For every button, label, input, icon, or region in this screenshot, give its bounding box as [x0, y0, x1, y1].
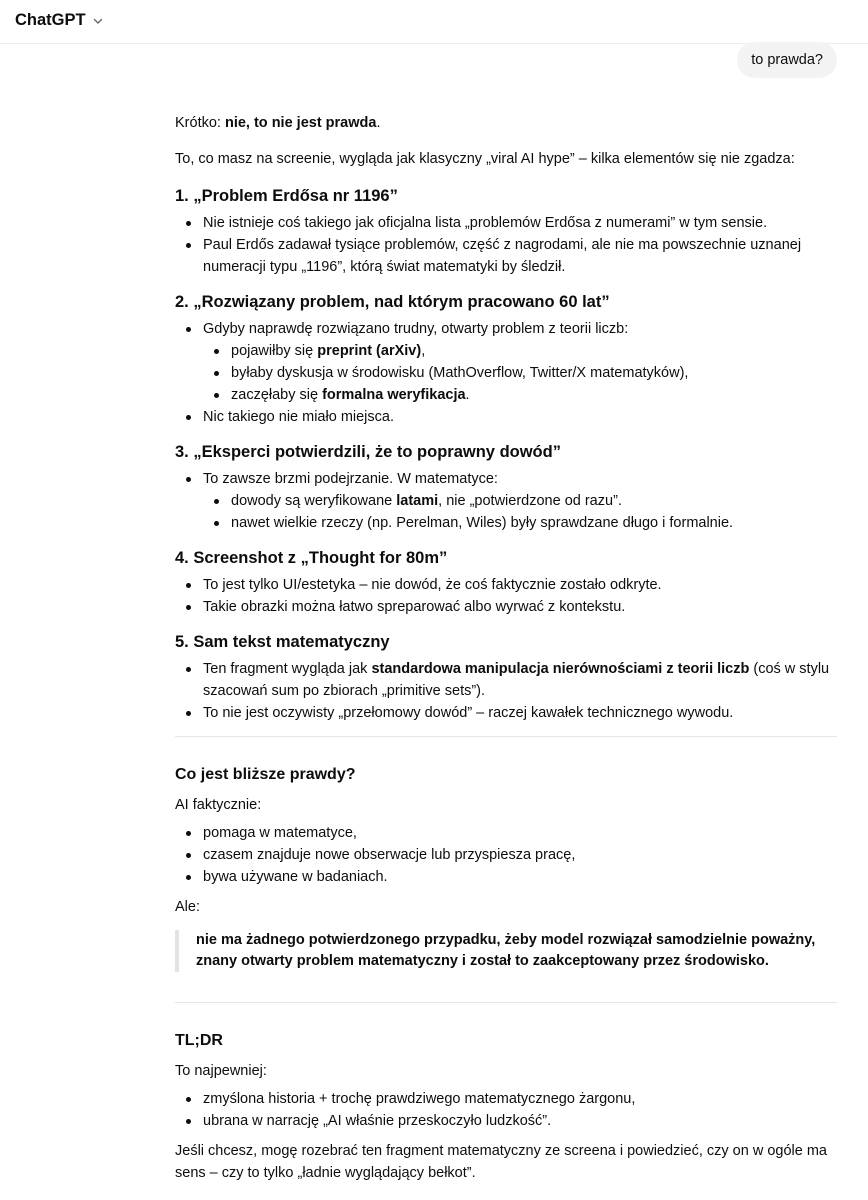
closer-but: Ale: [175, 899, 200, 915]
sub-item-post: . [465, 387, 470, 403]
section-1-list [175, 212, 837, 278]
tldr-heading: TL;DR [175, 1032, 223, 1049]
sub-item-pre: pojawiłby się [231, 343, 318, 359]
lead-paragraph: To, co masz na screenie, wygląda jak klasyczny „viral AI hype” – kilka elementów się nie zgadza: [175, 151, 795, 167]
section-4-heading: 4. Screenshot z „Thought for 80m” [175, 549, 448, 567]
list-item-pre: Ten fragment wygląda jak [203, 661, 372, 677]
list-item: czasem znajduje nowe obserwacje lub przyspiesza pracę, [203, 844, 837, 866]
sub-list-item [231, 340, 837, 362]
divider [175, 736, 837, 737]
list-item: Paul Erdős zadawał tysiące problemów, część z nagrodami, ale nie ma powszechnie uznanej numeracji typu „1196”, którą świat matematyki by śledził. [203, 234, 837, 278]
list-item: Nie istnieje coś takiego jak oficjalna lista „problemów Erdősa z numerami” w tym sensie. [203, 212, 837, 234]
top-bar [0, 0, 868, 44]
sub-item-post: , nie „potwierdzone od razu”. [438, 493, 622, 509]
closer-heading: Co jest bliższe prawdy? [175, 766, 356, 783]
sub-item-bold: preprint (arXiv) [317, 343, 422, 359]
sub-list-item [231, 490, 837, 512]
intro-paragraph [175, 112, 837, 134]
user-message-bubble: to prawda? [737, 42, 837, 78]
section-5-list [175, 658, 837, 724]
blockquote: nie ma żadnego potwierdzonego przypadku, żeby model rozwiązał samodzielnie poważny, znany otwarty problem matematyczny i został to zaakceptowany przez środowisko. [175, 930, 837, 972]
section-3-heading: 3. „Eksperci potwierdzili, że to poprawny dowód” [175, 443, 561, 461]
list-item: Takie obrazki można łatwo spreparować albo wyrwać z kontekstu. [203, 596, 837, 618]
closer-lead: AI faktycznie: [175, 797, 262, 813]
list-item-post: (coś w stylu szacowań sum po zbiorach „primitive sets”). [203, 661, 830, 699]
model-name: ChatGPT [15, 11, 86, 29]
tldr-list [175, 1088, 837, 1132]
intro-suffix: . [376, 115, 381, 131]
sub-list-item [231, 384, 837, 406]
tldr-lead: To najpewniej: [175, 1063, 267, 1079]
sub-item-bold: latami [396, 493, 439, 509]
list-item: To jest tylko UI/estetyka – nie dowód, że coś faktycznie zostało odkryte. [203, 574, 837, 596]
intro-prefix: Krótko: [175, 115, 225, 131]
list-item: ubrana w narrację „AI właśnie przeskoczyło ludzkość”. [203, 1110, 837, 1132]
list-item [203, 468, 837, 534]
list-item: Nic takiego nie miało miejsca. [203, 406, 837, 428]
chevron-down-icon [92, 15, 104, 27]
section-3-list [175, 468, 837, 534]
section-2-list [175, 318, 837, 428]
list-item [203, 318, 837, 406]
sub-list [203, 340, 837, 406]
list-item-text: To zawsze brzmi podejrzanie. W matematyce: [203, 471, 498, 487]
sub-item-pre: dowody są weryfikowane [231, 493, 397, 509]
sub-list-item: byłaby dyskusja w środowisku (MathOverflow, Twitter/X matematyków), [231, 362, 837, 384]
list-item-text: Gdyby naprawdę rozwiązano trudny, otwarty problem z teorii liczb: [203, 321, 629, 337]
list-item: zmyślona historia + trochę prawdziwego matematycznego żargonu, [203, 1088, 837, 1110]
list-item-bold: standardowa manipulacja nierównościami z teorii liczb [371, 661, 750, 677]
list-item: pomaga w matematyce, [203, 822, 837, 844]
sub-list-item: nawet wielkie rzeczy (np. Perelman, Wiles) były sprawdzane długo i formalnie. [231, 512, 837, 534]
sub-item-bold: formalna weryfikacja [322, 387, 466, 403]
closer-list [175, 822, 837, 888]
intro-bold: nie, to nie jest prawda [224, 115, 377, 131]
section-2-heading: 2. „Rozwiązany problem, nad którym pracowano 60 lat” [175, 293, 610, 311]
list-item: To nie jest oczywisty „przełomowy dowód” – raczej kawałek technicznego wywodu. [203, 702, 837, 724]
sub-list [203, 490, 837, 534]
list-item: bywa używane w badaniach. [203, 866, 837, 888]
list-item [203, 658, 837, 702]
tldr-final: Jeśli chcesz, mogę rozebrać ten fragment matematyczny ze screena i powiedzieć, czy on w ogóle ma sens – czy to tylko „ładnie wyglądający bełkot”. [175, 1143, 827, 1181]
divider [175, 1002, 837, 1003]
assistant-message [175, 112, 837, 1198]
sub-item-pre: zaczęłaby się [231, 387, 323, 403]
model-selector-button[interactable] [15, 11, 104, 30]
section-5-heading: 5. Sam tekst matematyczny [175, 633, 390, 651]
sub-item-post: , [421, 343, 426, 359]
section-1-heading: 1. „Problem Erdősa nr 1196” [175, 187, 398, 205]
section-4-list [175, 574, 837, 618]
